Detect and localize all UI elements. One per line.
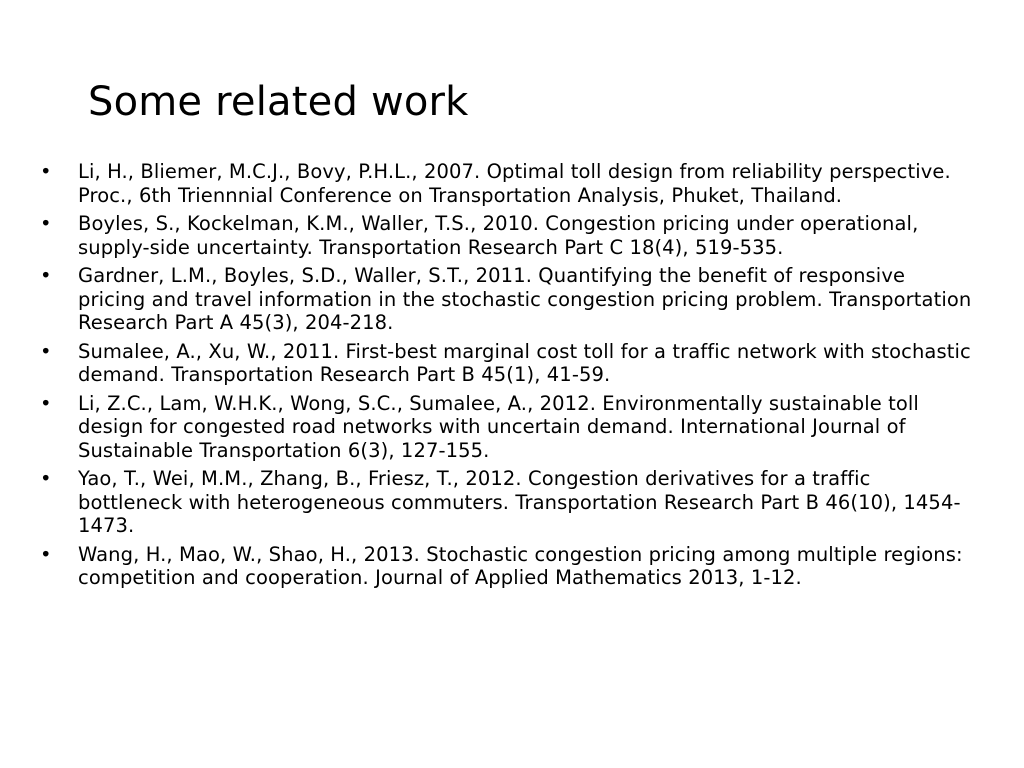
bullet-icon: • <box>40 391 52 415</box>
reference-item <box>40 467 972 538</box>
reference-list <box>40 160 972 595</box>
reference-text: Yao, T., Wei, M.M., Zhang, B., Friesz, T., 2012. Congestion derivatives for a traffic bottleneck with heterogeneous commuters. Transportation Research Part B 46(10), 1454-1473. <box>78 467 961 537</box>
bullet-icon: • <box>40 264 52 287</box>
bullet-icon: • <box>40 339 52 363</box>
reference-item <box>40 264 972 335</box>
reference-text: Gardner, L.M., Boyles, S.D., Waller, S.T., 2011. Quantifying the benefit of responsive pricing and travel information in the stochastic congestion pricing problem. Transportation Research Part A 45(3), 204-218. <box>78 264 972 334</box>
reference-text: Wang, H., Mao, W., Shao, H., 2013. Stochastic congestion pricing among multiple regions: competition and cooperation. Journal of Applied Mathematics 2013, 1-12. <box>78 542 963 589</box>
reference-item <box>40 160 972 207</box>
reference-item <box>40 392 972 463</box>
slide-title: Some related work <box>88 79 469 125</box>
bullet-icon: • <box>40 467 52 490</box>
reference-text: Li, H., Bliemer, M.C.J., Bovy, P.H.L., 2007. Optimal toll design from reliability perspective. Proc., 6th Triennnial Conference on Transportation Analysis, Phuket, Thailand. <box>78 160 951 207</box>
reference-text: Boyles, S., Kockelman, K.M., Waller, T.S., 2010. Congestion pricing under operational, supply-side uncertainty. Transportation Research Part C 18(4), 519-535. <box>78 212 919 259</box>
reference-item <box>40 340 972 387</box>
bullet-icon: • <box>40 542 52 566</box>
reference-text: Li, Z.C., Lam, W.H.K., Wong, S.C., Sumalee, A., 2012. Environmentally sustainable toll design for congested road networks with uncertain demand. International Journal of Sustainable Transportation 6(3), 127-155. <box>78 391 919 462</box>
reference-item <box>40 543 972 590</box>
bullet-icon: • <box>40 160 52 183</box>
reference-item <box>40 212 972 259</box>
reference-text: Sumalee, A., Xu, W., 2011. First-best marginal cost toll for a traffic network with stochastic demand. Transportation Research Part B 45(1), 41-59. <box>78 339 971 386</box>
bullet-icon: • <box>40 212 52 235</box>
